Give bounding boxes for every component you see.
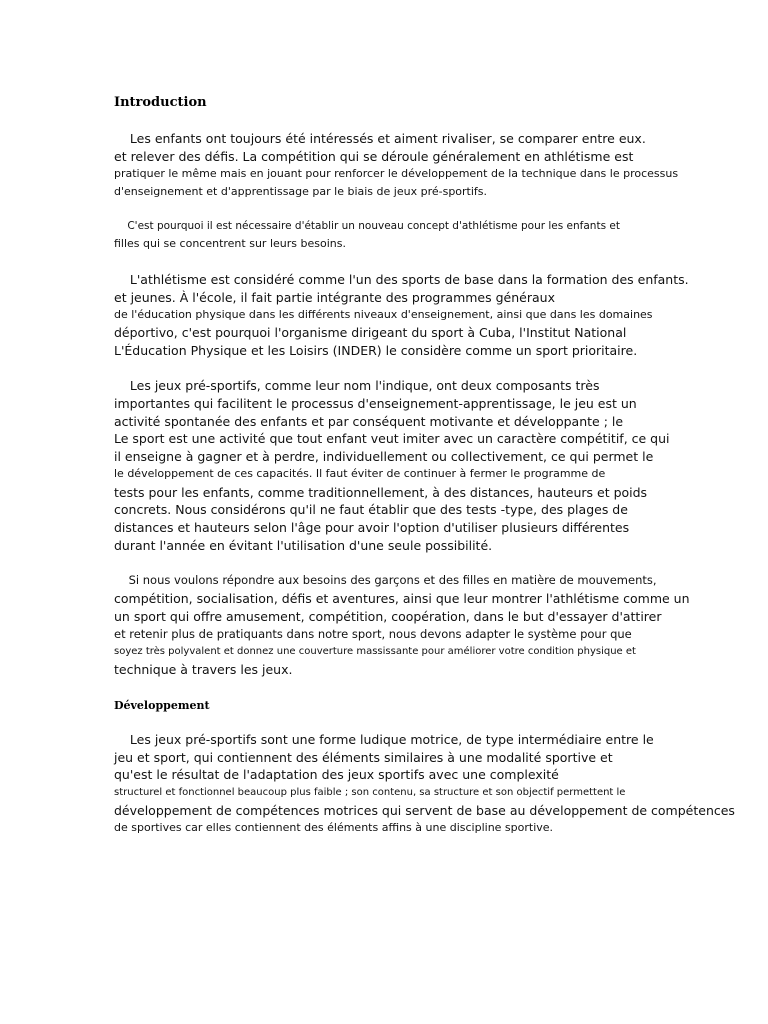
paragraph-line: Le sport est une activité que tout enfant veut imiter avec un caractère compétitif, ce qui [114, 431, 670, 446]
paragraph-line: le développement de ces capacités. Il faut éviter de continuer à fermer le programme de [114, 467, 606, 480]
paragraph-line: jeu et sport, qui contiennent des éléments similaires à une modalité sportive et [114, 750, 613, 765]
paragraph-line: durant l'année en évitant l'utilisation d'une seule possibilité. [114, 538, 493, 553]
paragraph-line: structurel et fonctionnel beaucoup plus faible ; son contenu, sa structure et son objectif permettent le [114, 787, 626, 798]
paragraph-line: pratiquer le même mais en jouant pour renforcer le développement de la technique dans le processus [114, 167, 679, 180]
paragraph-line: de sportives car elles contiennent des éléments affins à une discipline sportive. [114, 821, 554, 834]
paragraph-line: Les jeux pré-sportifs sont une forme ludique motrice, de type intermédiaire entre le [114, 732, 654, 747]
paragraph-line: il enseigne à gagner et à perdre, individuellement ou collectivement, ce qui permet le [114, 449, 654, 464]
paragraph-line: d'enseignement et d'apprentissage par le biais de jeux pré-sportifs. [114, 185, 488, 198]
paragraph-line: un sport qui offre amusement, compétition, coopération, dans le but d'essayer d'attirer [114, 609, 662, 624]
page-title: Introduction [114, 95, 207, 110]
paragraph-line: concrets. Nous considérons qu'il ne faut établir que des tests -type, des plages de [114, 502, 628, 517]
paragraph-line: Les jeux pré-sportifs, comme leur nom l'indique, ont deux composants très [114, 378, 600, 393]
paragraph-line: C'est pourquoi il est nécessaire d'établir un nouveau concept d'athlétisme pour les enfants et [114, 220, 620, 232]
paragraph-line: compétition, socialisation, défis et aventures, ainsi que leur montrer l'athlétisme comme un [114, 591, 690, 606]
paragraph-line: tests pour les enfants, comme traditionnellement, à des distances, hauteurs et poids [114, 485, 648, 500]
paragraph-line: déportivo, c'est pourquoi l'organisme dirigeant du sport à Cuba, l'Institut National [114, 325, 627, 340]
paragraph-line: et relever des défis. La compétition qui se déroule généralement en athlétisme est [114, 149, 634, 164]
section-title: Développement [114, 699, 210, 712]
paragraph-line: qu'est le résultat de l'adaptation des jeux sportifs avec une complexité [114, 767, 559, 782]
paragraph-line: Les enfants ont toujours été intéressés et aiment rivaliser, se comparer entre eux. [114, 131, 646, 146]
paragraph-line: technique à travers les jeux. [114, 662, 293, 677]
paragraph-line: et retenir plus de pratiquants dans notre sport, nous devons adapter le système pour que [114, 627, 632, 641]
paragraph-line: distances et hauteurs selon l'âge pour avoir l'option d'utiliser plusieurs différentes [114, 520, 630, 535]
paragraph-line: L'Éducation Physique et les Loisirs (INDER) le considère comme un sport prioritaire. [114, 343, 638, 358]
paragraph-line: Si nous voulons répondre aux besoins des garçons et des filles en matière de mouvements, [114, 573, 657, 587]
paragraph-line: importantes qui facilitent le processus d'enseignement-apprentissage, le jeu est un [114, 396, 637, 411]
paragraph-line: de l'éducation physique dans les différents niveaux d'enseignement, ainsi que dans les domaines [114, 308, 653, 321]
paragraph-line: filles qui se concentrent sur leurs besoins. [114, 237, 346, 250]
paragraph-line: développement de compétences motrices qui servent de base au développement de compétences [114, 803, 735, 818]
paragraph-line: activité spontanée des enfants et par conséquent motivante et développante ; le [114, 414, 624, 429]
paragraph-line: et jeunes. À l'école, il fait partie intégrante des programmes généraux [114, 290, 555, 305]
paragraph-line: L'athlétisme est considéré comme l'un des sports de base dans la formation des enfants. [114, 272, 689, 287]
paragraph-line: soyez très polyvalent et donnez une couverture massissante pour améliorer votre condition physique et [114, 646, 636, 657]
